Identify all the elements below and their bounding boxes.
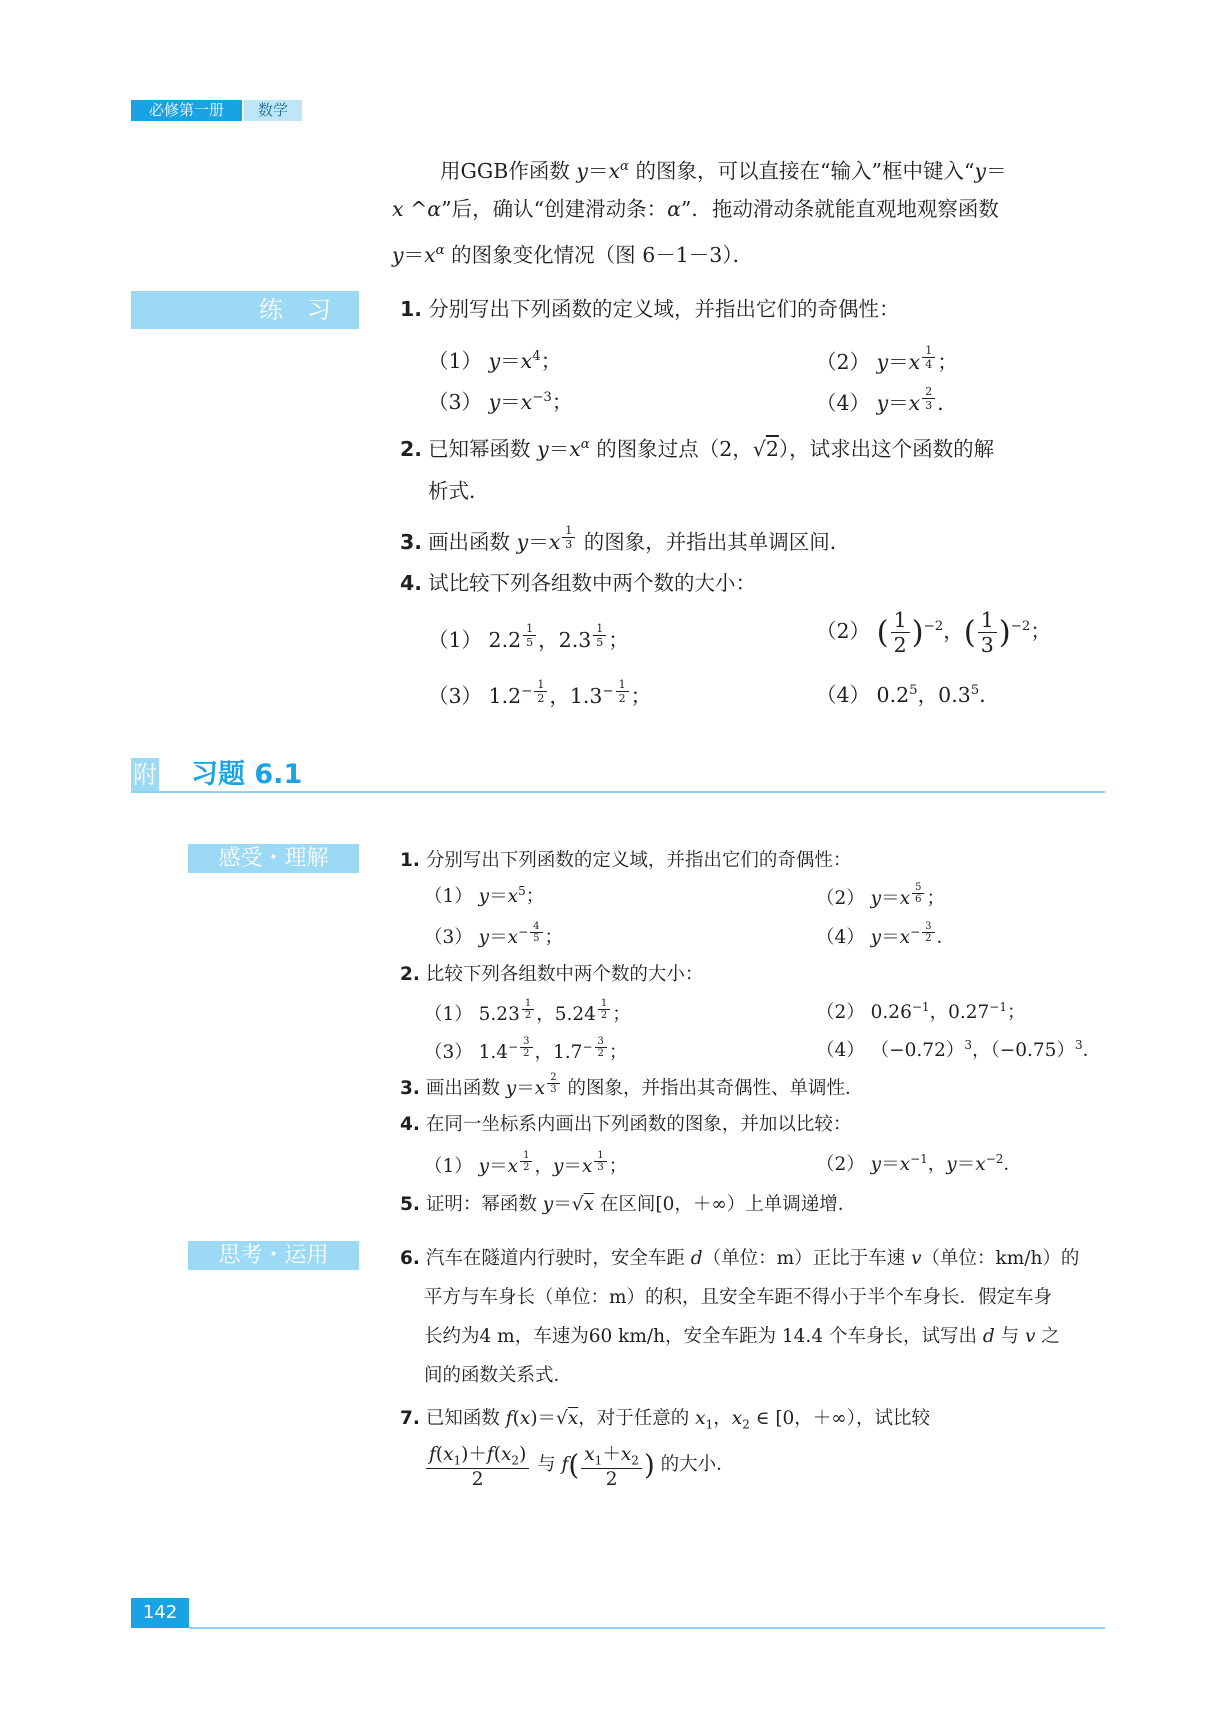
exercise-6: 6. 汽车在隧道内行驶时，安全车距 d（单位：m）正比于车速 v（单位：km/h）的 (400, 1248, 1080, 1269)
practice-q3: 3. 画出函数 y＝x $^{\frac{1}{3}}$ 的图象，并指出其单调区间． (400, 524, 851, 554)
practice-q4-b: （2） ( $\frac{1}{2}$ )$^{-2}$，( $\frac{1}{3}$ )$^{-2}$； (816, 608, 1051, 657)
intro-line-1: 用GGB作函数 $y=x^\alpha$ 的图象，可以直接在“输入”框中键入“y＝ (440, 158, 1007, 183)
exercise-title: 习题 6.1 (191, 759, 303, 790)
exercise-1-d: （4） $y=x^{- \frac{3}{2}}$ ． (816, 921, 956, 949)
exercise-6-line-3: 长约为4 m，车速为60 km/h，安全车距为 14.4 个车身长，试写出 d 与 v 之 (424, 1326, 1060, 1347)
exercise-1-b: （2） y＝x $^{\frac{5}{6}}$ ； (816, 882, 945, 910)
exercise-4: 4. 在同一坐标系内画出下列函数的图象，并加以比较： (400, 1114, 852, 1135)
practice-q4: 4. 试比较下列各组数中两个数的大小： (400, 571, 757, 595)
practice-q2-cont: 析式． (428, 479, 490, 503)
exercise-2: 2. 比较下列各组数中两个数的大小： (400, 964, 704, 985)
exercise-2-c: （3） $1.4^{- \frac{3}{2}}$ ，$1.7^{- \frac{3}{2}}$ ； (424, 1036, 628, 1064)
page-number: 142 (131, 1598, 189, 1628)
exercise-7-line-2: $\frac{f(x_1)+f(x_2)}{2}$ 与 f( $\frac{x_1+x_2}{2}$ ) 的大小． (424, 1440, 735, 1490)
subject-tag: 数学 (244, 100, 302, 121)
exercise-3: 3. 画出函数 y＝x $^{\frac{2}{3}}$ 的图象，并指出其奇偶性、单调性． (400, 1072, 864, 1100)
exercise-6-line-2: 平方与车身长（单位：m）的积，且安全车距不得小于半个车身长．假定车身 (424, 1287, 1053, 1308)
exercise-5: 5. 证明：幂函数 y＝√x 在区间[0，＋∞）上单调递增． (400, 1194, 857, 1215)
exercise-1: 1. 分别写出下列函数的定义域，并指出它们的奇偶性： (400, 850, 852, 871)
exercise-2-d: （4） $(-0.72)^3$，$(-0.75)^3$． (816, 1037, 1102, 1061)
practice-q4-a: （1） 2.2 $^{\frac{1}{5}}$ ，2.3 $^{\frac{1}{5}}$ ； (428, 622, 629, 652)
practice-q2: 2. 已知幂函数 $y=x^\alpha$ 的图象过点（2，√2），试求出这个函数的解 (400, 437, 995, 461)
appendix-badge: 附 (131, 758, 159, 792)
practice-q1-a: （1） $y=x^4$； (428, 349, 562, 373)
exercise-1-c: （3） $y=x^{- \frac{4}{5}}$ ； (424, 921, 564, 949)
practice-q1: 1. 分别写出下列函数的定义域，并指出它们的奇偶性： (400, 297, 900, 321)
practice-q4-c: （3） $1.2^{- \frac{1}{2}}$ ，$1.3^{- \frac{1}{2}}$ ； (428, 678, 652, 708)
practice-q4-d: （4） $0.2^5$，$0.3^5$． (816, 683, 1000, 707)
exercise-2-a: （1） 5.23 $^{\frac{1}{2}}$ ，5.24 $^{\frac{1}{2}}$ ； (424, 998, 631, 1026)
exercise-4-b: （2） $y=x^{-1}$，$y=x^{-2}$． (816, 1151, 1022, 1175)
practice-label: 练 习 (131, 291, 359, 329)
practice-q1-c: （3） $y=x^{-3}$； (428, 390, 573, 414)
book-tag: 必修第一册 (131, 100, 242, 121)
exercise-1-a: （1） $y=x^5$； (424, 883, 545, 907)
exercise-2-b: （2） $0.26^{-1}$，$0.27^{-1}$； (816, 999, 1026, 1023)
intro-line-2: x ^α”后，确认“创建滑动条：α”．拖动滑动条就能直观地观察函数 (392, 197, 999, 221)
exercise-6-line-4: 间的函数关系式． (424, 1365, 573, 1386)
label-understand: 感受・理解 (188, 844, 359, 873)
practice-q1-b: （2） y＝x $^{\frac{1}{4}}$ ； (816, 344, 958, 374)
section-rule (131, 791, 1105, 793)
exercise-7: 7. 已知函数 f(x)＝√x，对于任意的 $x_1$，$x_2$ ∈ [0，＋∞），试比较 (400, 1408, 930, 1432)
exercise-4-a: （1） y＝x $^{\frac{1}{2}}$ ，y＝x $^{\frac{1}{3}}$ ； (424, 1150, 628, 1178)
footer-rule (189, 1627, 1105, 1629)
label-apply: 思考・运用 (188, 1241, 359, 1270)
practice-q1-d: （4） y＝x $^{\frac{2}{3}}$ ． (816, 385, 958, 415)
intro-line-3: $y=x^\alpha$ 的图象变化情况（图 6－1－3）． (392, 242, 754, 267)
